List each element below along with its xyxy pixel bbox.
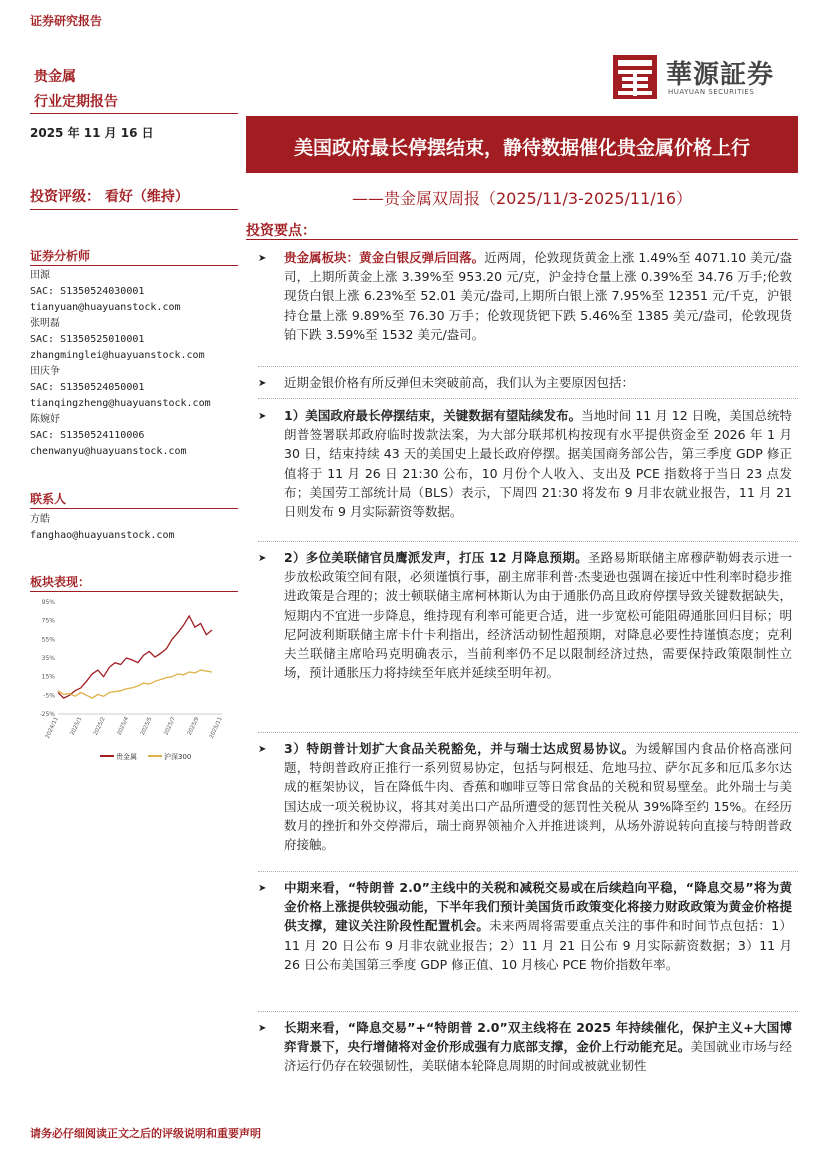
x-tick-label: 2025/1	[69, 716, 84, 737]
contact-email[interactable]: fanghao@huayuanstock.com	[30, 530, 175, 541]
arrow-bullet-icon: ➤	[258, 378, 267, 389]
analyst-line: 田庆争	[30, 366, 60, 377]
sector-label: 贵金属	[34, 69, 76, 85]
analysts-heading: 证券分析师	[30, 249, 91, 263]
analyst-line: 陈婉妤	[30, 414, 60, 425]
y-tick-label: 75%	[41, 617, 55, 625]
report-kind-label: 行业定期报告	[34, 94, 118, 110]
analyst-line: SAC: S1350524050001	[30, 382, 145, 393]
brand-name-en: HUAYUAN SECURITIES	[668, 88, 755, 96]
arrow-bullet-icon: ➤	[258, 253, 267, 264]
board-divider	[30, 591, 238, 592]
report-subtitle: ——贵金属双周报（2025/11/3-2025/11/16）	[351, 189, 693, 208]
analyst-line: 张明磊	[30, 318, 60, 329]
analyst-line: SAC: S1350524030001	[30, 286, 145, 297]
section-lead: 2）多位美联储官员鹰派发声，打压 12 月降息预期。	[284, 550, 588, 565]
analyst-email[interactable]: zhangminglei@huayuanstock.com	[30, 350, 205, 361]
section-mid-term	[258, 878, 792, 974]
x-tick-label: 2025/7	[163, 716, 177, 737]
section-lead: 长期来看，“降息交易”+“特朗普 2.0”双主线将在 2025 年持续催化，保护主义+大国博弈背景下，央行增储将对金价形成强有力底部支撑，金价上行动能充足。	[284, 1020, 792, 1055]
section-body: 为缓解国内食品价格高涨问题，特朗普政府正推行一系列贸易协定，包括与阿根廷、危地马拉、萨尔瓦多和厄瓜多尔达成的框架协议，旨在降低牛肉、香蕉和咖啡豆等日常食品的关税和贸易壁垒。此外瑞士与美国达成一项关税协议，将其对美出口产品所遭受的惩罚性关税从 39%降至约 15%。在经历数月的挫折和外交停滞后，瑞士商界领袖介入并推进谈判，从场外游说转向直接与特朗普政府接触。	[284, 741, 792, 853]
brand-logo	[612, 54, 792, 102]
header-divider	[30, 113, 238, 114]
arrow-bullet-icon: ➤	[258, 744, 267, 755]
section-lead: 1）美国政府最长停摆结束，关键数据有望陆续发布。	[284, 408, 582, 423]
section-divider	[258, 541, 798, 542]
y-tick-label: 15%	[41, 673, 55, 681]
analyst-line: 田源	[30, 270, 50, 281]
section-body: 近两周，伦敦现货黄金上涨 1.49%至 4071.10 美元/盎司，上期所黄金上涨 3.39%至 953.20 元/克，沪金持仓量上涨 0.39%至 34.76 万手;伦敦现货白银上涨 6.23%至 52.01 美元/盎司,上期所白银上涨 7.95%至 12351 元/千克，沪银持仓量上涨 9.89%至 76.30 万手；伦敦现货钯下跌 5.46%至 1385 美元/盎司，伦敦现货铂下跌 3.59%至 1532 美元/盎司。	[284, 250, 792, 342]
x-tick-label: 2025/4	[116, 716, 131, 737]
contact-list	[30, 512, 175, 544]
x-tick-label: 2024/11	[44, 716, 60, 740]
x-tick-label: 2025/5	[139, 716, 154, 737]
contact-name: 方皓	[30, 514, 50, 525]
legend-label: 沪深300	[164, 753, 192, 761]
series-line-precious-metals	[58, 616, 212, 698]
rating-divider	[30, 209, 238, 210]
section-metals	[258, 248, 792, 344]
arrow-bullet-icon: ➤	[258, 1023, 267, 1034]
section-divider	[258, 398, 798, 399]
report-date: 2025 年 11 月 16 日	[30, 126, 154, 140]
section-divider	[258, 871, 798, 872]
analyst-email[interactable]: tianyuan@huayuanstock.com	[30, 302, 181, 313]
disclaimer-footer: 请务必仔细阅读正文之后的评级说明和重要声明	[30, 1127, 261, 1140]
x-tick-label: 2025/9	[186, 716, 201, 737]
analyst-line: SAC: S1350524110006	[30, 430, 145, 441]
section-body: 未来两周将需要重点关注的事件和时间节点包括：1）11 月 20 日公布 9 月非农就业报告；2）11 月 21 日公布 9 月实际薪资数据；3）11 月 26 日公布美国第三季度 GDP 修正值、10 月核心 PCE 物价指数年率。	[284, 918, 792, 972]
points-heading: 投资要点：	[246, 223, 316, 239]
contact-heading: 联系人	[30, 492, 67, 506]
series-line-csi300	[58, 670, 212, 698]
x-tick-label: 2025/11	[208, 716, 224, 740]
arrow-bullet-icon: ➤	[258, 553, 267, 564]
investment-rating: 投资评级： 看好（维持）	[30, 189, 189, 205]
legend-label: 贵金属	[116, 753, 137, 761]
y-tick-label: 55%	[41, 636, 55, 644]
title-banner	[246, 116, 798, 173]
brand-seal-icon	[612, 54, 658, 100]
section-body: 近期金银价格有所反弹但未突破前高，我们认为主要原因包括：	[284, 375, 635, 390]
section-divider	[258, 366, 798, 367]
section-lead: 3）特朗普计划扩大食品关税豁免，并与瑞士达成贸易协议。	[284, 741, 635, 756]
section-divider	[258, 732, 798, 733]
y-tick-label: -5%	[43, 692, 55, 700]
sector-performance-chart	[30, 596, 230, 766]
y-tick-label: 35%	[41, 655, 55, 662]
points-divider	[246, 239, 798, 240]
analyst-email[interactable]: tianqingzheng@huayuanstock.com	[30, 398, 211, 409]
brand-name: 華源証券	[666, 60, 775, 90]
section-lead: 贵金属板块：黄金白银反弹后回落。	[284, 250, 485, 265]
arrow-bullet-icon: ➤	[258, 411, 267, 422]
section-divider	[258, 1011, 798, 1012]
section-reasons-intro	[258, 373, 792, 392]
x-tick-label: 2025/2	[93, 716, 107, 737]
y-tick-label: 95%	[41, 599, 55, 606]
analyst-list	[30, 268, 211, 460]
section-lead: 中期来看，“特朗普 2.0”主线中的关税和减税交易或在后续趋向平稳，“降息交易”将为黄金价格上涨提供较强动能，下半年我们预计美国货币政策变化将接力财政政策为黄金价格提供支撑，建议关注阶段性配置机会。	[284, 880, 792, 934]
arrow-bullet-icon: ➤	[258, 883, 267, 894]
report-type-label: 证券研究报告	[30, 14, 103, 28]
analysts-divider	[30, 265, 238, 266]
section-long-term	[258, 1018, 792, 1076]
section-fed	[258, 548, 792, 682]
report-title: 美国政府最长停摆结束，静待数据催化贵金属价格上行	[293, 137, 750, 159]
section-body: 当地时间 11 月 12 日晚，美国总统特朗普签署联邦政府临时拨款法案，为大部分联邦机构按现有水平提供资金至 2026 年 1 月 30 日，结束持续 43 天的美国史上最长政府停摆。据美国商务部公告，第三季度 GDP 修正值将于 11 月 26 日 21:30 公布，10 月份个人收入、支出及 PCE 指数将于当日 23 点发布；美国劳工部统计局（BLS）表示，下周四 21:30 将发布 9 月非农就业报告，11 月 21 日则发布 9 月实际薪资等数据。	[284, 408, 792, 520]
y-tick-label: -25%	[39, 711, 55, 718]
section-tariffs	[258, 739, 792, 854]
section-body: 美国就业市场与经济运行仍存在较强韧性，美联储本轮降息周期的时间或被就业韧性	[284, 1039, 792, 1074]
analyst-email[interactable]: chenwanyu@huayuanstock.com	[30, 446, 187, 457]
section-shutdown	[258, 406, 792, 521]
section-body: 圣路易斯联储主席穆萨勒姆表示进一步放松政策空间有限，必须谨慎行事，副主席菲利普·杰斐逊也强调在接近中性利率时稳步推进政策是合理的；波士顿联储主席柯林斯认为由于通胀仍高且政府停摆导致关键数据缺失，短期内不宜进一步降息，维持现有利率可能更合适，进一步宽松可能阻碍通胀回归目标；明尼阿波利斯联储主席卡什卡利指出，经济活动韧性超预期，对降息必要性持谨慎态度；克利夫兰联储主席哈玛克明确表示，当前利率仍不足以限制经济过热，需要保持政策限制性立场，预计通胀压力将持续至年底并延续至明年初。	[284, 550, 792, 681]
analyst-line: SAC: S1350525010001	[30, 334, 145, 345]
board-heading: 板块表现：	[30, 575, 91, 589]
contact-divider	[30, 508, 238, 509]
